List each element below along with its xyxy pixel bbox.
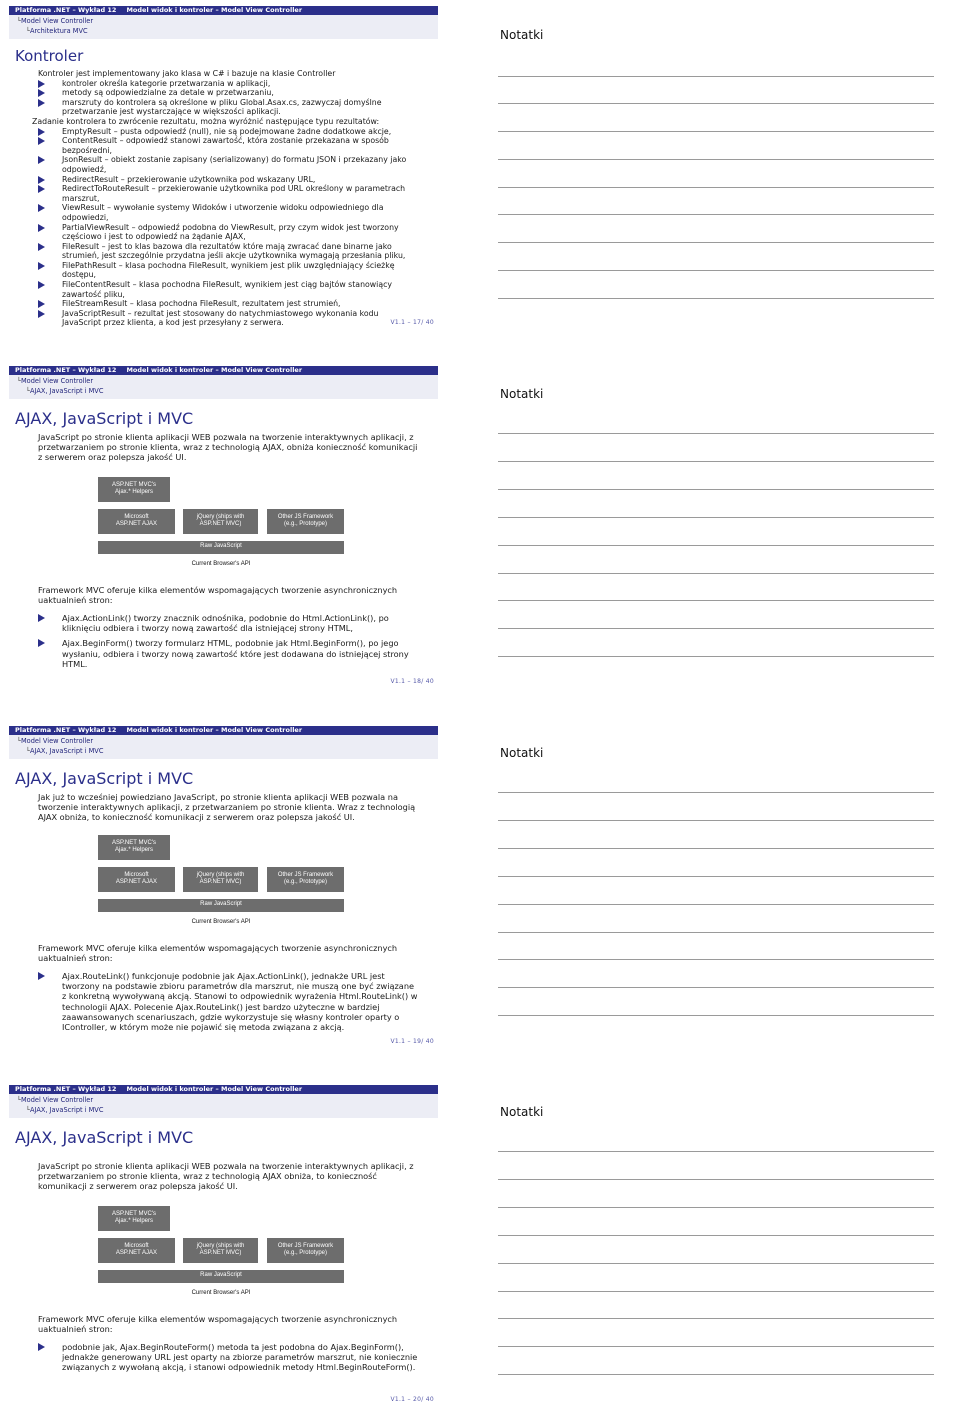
list-item-text: kontroler określa kategorie przetwarzania w aplikacji, [62,78,271,88]
paragraph: Kontroler jest implementowany jako klasa w C# i bazuje na klasie Controller [38,69,336,78]
course-title: Platforma .NET – Wykład 12 [15,366,117,374]
notes-line [498,1207,934,1208]
notes-line [498,1291,934,1292]
course-title: Platforma .NET – Wykład 12 [15,1085,117,1093]
notes-line [498,573,934,574]
list-item-text: ContentResult – odpowiedź stanowi zawartość, która zostanie przekazana w sposób bezpośredni, [62,136,389,155]
list-item [38,261,418,280]
paragraph: JavaScript po stronie klienta aplikacji WEB pozwala na tworzenie interaktywnych aplikacji, z przetwarzaniem po stronie klienta, wraz z technologią AJAX, obniża konieczność komunikacji z serwerem oraz polepsza jakość UI. [38,432,418,463]
slide-18 [9,366,438,696]
diagram-box-raw-js: Raw JavaScript [98,899,344,912]
list-item [38,98,418,117]
triangle-bullet-icon [38,224,45,232]
notes-line [498,187,934,188]
list-item [38,155,418,174]
triangle-bullet-icon [38,262,45,270]
triangle-bullet-icon [38,176,45,184]
triangle-bullet-icon [38,639,45,647]
slide-nav-bar [9,726,438,735]
list-item [38,613,418,633]
paragraph: Jak już to wcześniej powiedziano JavaScript, po stronie klienta aplikacji WEB pozwala na tworzenie interaktywnych aplikacji, z przetwarzaniem po stronie klienta. Wraz z technologią AJAX obniża, to konieczność komunikacji z serwerem oraz polepsza jakość UI. [38,792,416,823]
breadcrumb-subsection: AJAX, JavaScript i MVC [29,1106,104,1114]
list-item-text: FileContentResult – klasa pochodna FileResult, wynikiem jest ciąg bajtów stanowiący zawartość pliku, [62,280,393,299]
notes-line [498,959,934,960]
lecture-title: Model widok i kontroler – Model View Controller [126,726,303,734]
triangle-bullet-icon [38,128,45,136]
list-item-text: RedirectResult – przekierowanie użytkownika pod wskazany URL, [62,174,316,184]
list-item [38,136,418,155]
breadcrumb-subsection: AJAX, JavaScript i MVC [29,387,104,395]
notes-line [498,876,934,877]
slide-17 [9,6,438,336]
diagram-box-helpers: ASP.NET MVC's Ajax.* Helpers [98,1206,170,1231]
list-item [38,203,418,222]
notes-line [498,1015,934,1016]
slide-nav-bar [9,6,438,15]
notes-line [498,433,934,434]
diagram-box-ms-ajax: Microsoft ASP.NET AJAX [98,867,175,892]
breadcrumb: └Model View Controller └AJAX, JavaScript i MVC [9,375,438,399]
breadcrumb: └Model View Controller └AJAX, JavaScript i MVC [9,735,438,759]
notes-line [498,1263,934,1264]
bullet-list [38,79,418,117]
diagram-box-browser-api: Current Browser's API [98,1288,344,1301]
diagram-box-browser-api: Current Browser's API [98,917,344,930]
notes-title: Notatki [500,746,544,760]
paragraph: Framework MVC oferuje kilka elementów wspomagających tworzenie asynchronicznych uaktualnień stron: [38,584,398,605]
triangle-bullet-icon [38,99,45,107]
breadcrumb: └Model View Controller └AJAX, JavaScript i MVC [9,1094,438,1118]
list-item [38,175,418,185]
diagram-box-ms-ajax: Microsoft ASP.NET AJAX [98,1238,175,1263]
diagram-box-raw-js: Raw JavaScript [98,541,344,554]
ajax-layers-diagram [38,1206,418,1302]
diagram-box-jquery: jQuery (ships with ASP.NET MVC) [183,1238,258,1263]
paragraph: Zadanie kontrolera to zwrócenie rezultatu, można wyróżnić następujące typu rezultatów: [32,116,380,126]
list-item-text: Ajax.ActionLink() tworzy znacznik odnośnika, podobnie do Html.ActionLink(), po kliknięciu odbiera i tworzy nową zawartość dla istniejącej strony HTML, [62,613,389,634]
slide-number: V1.1 – 17/ 40 [390,319,434,326]
bullet-list [38,971,418,1032]
notes-line [498,628,934,629]
notes-title: Notatki [500,387,544,401]
list-item [38,88,418,98]
list-item [38,223,418,242]
notes-line [498,656,934,657]
paragraph: Framework MVC oferuje kilka elementów wspomagających tworzenie asynchronicznych uaktualnień stron: [38,942,398,963]
notes-line [498,1374,934,1375]
triangle-bullet-icon [38,204,45,212]
notes-line [498,820,934,821]
slide-title: AJAX, JavaScript i MVC [15,409,194,428]
diagram-box-jquery: jQuery (ships with ASP.NET MVC) [183,509,258,534]
slide-body [9,792,438,1032]
diagram-box-other-js: Other JS Framework (e.g., Prototype) [267,509,344,534]
course-title: Platforma .NET – Wykład 12 [15,6,117,14]
notes-line [498,1318,934,1319]
notes-line [498,461,934,462]
notes-line [498,904,934,905]
slide-20 [9,1085,438,1405]
notes-panel-3 [498,746,934,1056]
bullet-list [38,613,418,669]
notes-line [498,545,934,546]
diagram-box-helpers: ASP.NET MVC's Ajax.* Helpers [98,835,170,860]
triangle-bullet-icon [38,972,45,980]
breadcrumb-section: Model View Controller [20,737,94,745]
slide-title: AJAX, JavaScript i MVC [15,769,194,788]
lecture-title: Model widok i kontroler – Model View Controller [126,1085,303,1093]
notes-title: Notatki [500,28,544,42]
course-title: Platforma .NET – Wykład 12 [15,726,117,734]
triangle-bullet-icon [38,614,45,622]
notes-panel-2 [498,387,934,697]
notes-line [498,76,934,77]
triangle-bullet-icon [38,1343,45,1351]
triangle-bullet-icon [38,156,45,164]
slide-nav-bar [9,366,438,375]
triangle-bullet-icon [38,80,45,88]
slide-title: AJAX, JavaScript i MVC [15,1128,194,1147]
triangle-bullet-icon [38,281,45,289]
diagram-box-helpers: ASP.NET MVC's Ajax.* Helpers [98,477,170,502]
slide-nav-bar [9,1085,438,1094]
bullet-list [38,1342,418,1373]
notes-line [498,1179,934,1180]
notes-title: Notatki [500,1105,544,1119]
list-item [38,299,418,309]
list-item-text: JavaScriptResult – rezultat jest stosowany do natychmiastowego wykonania kodu JavaScript przez klienta, a kod jest przesyłany z serwera. [62,308,379,328]
notes-line [498,792,934,793]
list-item-text: RedirectToRouteResult – przekierowanie użytkownika pod URL określony w parametrach marszrut, [62,184,406,203]
notes-line [498,270,934,271]
triangle-bullet-icon [38,89,45,97]
notes-line [498,103,934,104]
diagram-box-browser-api: Current Browser's API [98,559,344,572]
diagram-box-ms-ajax: Microsoft ASP.NET AJAX [98,509,175,534]
notes-line [498,600,934,601]
list-item-text: Ajax.RouteLink() funkcjonuje podobnie jak Ajax.ActionLink(), jednakże URL jest tworzony na podstawie zbioru parametrów dla marszrut, nie muszą one być związane z konkretną wywoływaną akcją. Stanowi to odpowiednik wyrażenia Html.RouteLink() w technologii AJAX. Polecenie Ajax.RouteLink() jest bardzo użyteczne w bardziej zaawansowanych scenariuszach, gdzie wykorzystuje się własny kontroler oparty o IController, w którym może nie pojawić się metoda związana z akcją. [62,971,418,1033]
list-item [38,79,418,89]
breadcrumb-subsection: AJAX, JavaScript i MVC [29,747,104,755]
diagram-box-raw-js: Raw JavaScript [98,1270,344,1283]
notes-line [498,1346,934,1347]
list-item-text: JsonResult – obiekt zostanie zapisany (serializowany) do formatu JSON i przekazany jako odpowiedź, [62,155,407,174]
list-item-text: Ajax.BeginForm() tworzy formularz HTML, podobnie jak Html.BeginForm(), po jego wysłaniu, odbiera i tworzy nową zawartość które jest dodawana do istniejącej strony HTML. [62,638,409,669]
slide-body [9,1161,438,1373]
breadcrumb: └Model View Controller └Architektura MVC [9,15,438,39]
ajax-layers-diagram [38,835,418,931]
breadcrumb-subsection: Architektura MVC [29,27,88,35]
notes-line [498,298,934,299]
slide-body [9,432,438,669]
slide-body [9,69,438,328]
lecture-title: Model widok i kontroler – Model View Controller [126,6,303,14]
notes-line [498,489,934,490]
triangle-bullet-icon [38,300,45,308]
slide-19 [9,726,438,1056]
slide-number: V1.1 – 19/ 40 [390,1038,434,1045]
slide-number: V1.1 – 20/ 40 [390,1396,434,1403]
list-item-text: marszruty do kontrolera są określone w pliku Global.Asax.cs, zazwyczaj domyślne przetwarzanie jest wystarczające w większości aplikacji. [62,97,382,117]
list-item-text: FilePathResult – klasa pochodna FileResult, wynikiem jest plik uwzględniający ścieżkę dostępu, [62,260,395,280]
slide-number: V1.1 – 18/ 40 [390,678,434,685]
notes-panel-1 [498,28,934,338]
breadcrumb-section: Model View Controller [20,17,94,25]
list-item-text: ViewResult – wywołanie systemy Widoków i utworzenie widoku odpowiedniego dla odpowiedzi, [62,203,384,222]
list-item [38,1342,418,1373]
lecture-title: Model widok i kontroler – Model View Controller [126,366,303,374]
diagram-box-jquery: jQuery (ships with ASP.NET MVC) [183,867,258,892]
notes-line [498,1151,934,1152]
list-item [38,971,418,1032]
list-item-text: podobnie jak, Ajax.BeginRouteForm() metoda ta jest podobna do Ajax.BeginForm(), jednakże generowany URL jest oparty na zbiorze parametrów marszrut, nie koniecznie związanych z wywołaną akcją, i stanowi odpowiednik metody Html.BeginRouteForm(). [62,1342,418,1373]
diagram-box-other-js: Other JS Framework (e.g., Prototype) [267,867,344,892]
triangle-bullet-icon [38,243,45,251]
list-item-text: FileStreamResult – klasa pochodna FileResult, rezultatem jest strumień, [62,299,341,309]
notes-line [498,932,934,933]
notes-line [498,987,934,988]
list-item-text: metody są odpowiedzialne za detale w przetwarzaniu, [62,88,274,98]
notes-panel-4 [498,1105,934,1405]
paragraph: Framework MVC oferuje kilka elementów wspomagających tworzenie asynchronicznych uaktualnień stron: [38,1313,398,1334]
list-item [38,280,418,299]
list-item [38,127,418,137]
bullet-list [38,127,418,328]
list-item [38,242,418,261]
list-item [38,638,418,669]
notes-line [498,1235,934,1236]
list-item [38,184,418,203]
triangle-bullet-icon [38,310,45,318]
list-item [38,309,418,328]
ajax-layers-diagram [38,477,418,573]
triangle-bullet-icon [38,137,45,145]
list-item-text: PartialViewResult – odpowiedź podobna do ViewResult, przy czym widok jest tworzony częściowo i jest to odpowiedź na żądanie AJAX, [62,222,399,242]
notes-line [498,159,934,160]
notes-line [498,517,934,518]
triangle-bullet-icon [38,185,45,193]
notes-line [498,131,934,132]
paragraph: JavaScript po stronie klienta aplikacji WEB pozwala na tworzenie interaktywnych aplikacji, z przetwarzaniem po stronie klienta, wraz z technologią AJAX obniża, to konieczność komunikacji z serwerem oraz polepsza jakość UI. [38,1161,414,1192]
diagram-box-other-js: Other JS Framework (e.g., Prototype) [267,1238,344,1263]
list-item-text: FileResult – jest to klas bazowa dla rezultatów które mają zwracać dane binarne jako strumień, jest szczególnie przydatna jeśli akcje użytkownika wymagają przesłania pliku, [62,241,406,261]
notes-line [498,848,934,849]
notes-line [498,214,934,215]
list-item-text: EmptyResult – pusta odpowiedź (null), nie są podejmowane żadne dodatkowe akcje, [62,126,392,136]
breadcrumb-section: Model View Controller [20,377,94,385]
slide-title: Kontroler [15,47,84,65]
breadcrumb-section: Model View Controller [20,1096,94,1104]
notes-line [498,242,934,243]
